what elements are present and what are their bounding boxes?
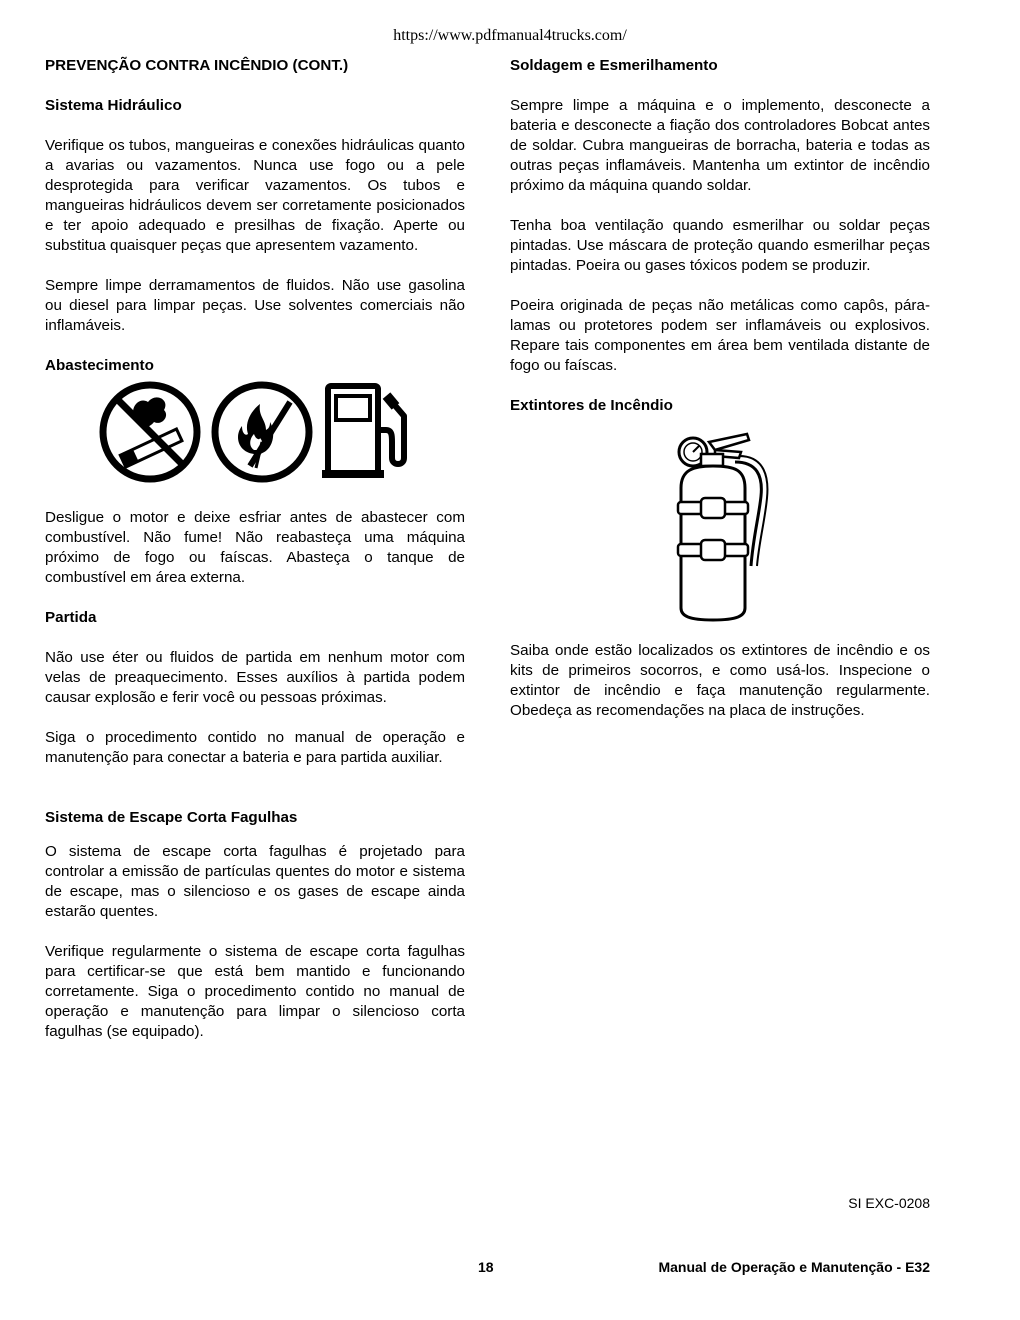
no-open-flame-icon <box>210 380 314 484</box>
manual-title: Manual de Operação e Manutenção - E32 <box>658 1259 930 1275</box>
section-title: PREVENÇÃO CONTRA INCÊNDIO (CONT.) <box>45 57 349 74</box>
paragraph-extinguishers-1: Saiba onde estão localizados os extintores de incêndio e os kits de primeiros socorros, e como usá-los. Inspecione o extintor de incêndio e faça manutenção regularmente. Obedeça as recomendações na placa de instruções. <box>510 642 930 719</box>
paragraph-fueling-1: Desligue o motor e deixe esfriar antes de abastecer com combustível. Não fume! Não reabasteça uma máquina próximo de fogo ou faíscas. Abasteça o tanque de combustível em área externa. <box>45 509 465 586</box>
right-column <box>510 56 930 721</box>
paragraph-hydraulic-2: Sempre limpe derramamentos de fluidos. Não use gasolina ou diesel para limpar peças. Use solventes comerciais não inflamáveis. <box>45 277 465 334</box>
figure-code: SI EXC-0208 <box>848 1195 930 1211</box>
paragraph-exhaust-1: O sistema de escape corta fagulhas é projetado para controlar a emissão de partículas quentes do motor e sistema de escape, mas o silencioso e os gases de escape ainda estarão quentes. <box>45 843 465 920</box>
page-number: 18 <box>478 1259 494 1275</box>
no-smoking-icon <box>98 380 202 484</box>
paragraph-welding-2: Tenha boa ventilação quando esmerilhar ou soldar peças pintadas. Use máscara de proteção quando esmerilhar peças pintadas. Poeira ou gases tóxicos podem se produzir. <box>510 217 930 274</box>
source-url: https://www.pdfmanual4trucks.com/ <box>393 27 627 44</box>
heading-hydraulic-system: Sistema Hidráulico <box>45 97 182 114</box>
left-column <box>45 56 465 1042</box>
paragraph-welding-1: Sempre limpe a máquina e o implemento, desconecte a bateria e desconecte a fiação dos controladores Bobcat antes de soldar. Cubra mangueiras de borracha, bateria e todas as outras peças inflamáveis. Mantenha um extintor de incêndio próximo da máquina quando soldar. <box>510 97 930 194</box>
fueling-icons <box>45 376 465 508</box>
paragraph-hydraulic-1: Verifique os tubos, mangueiras e conexões hidráulicas quanto a avarias ou vazamentos. Nunca use fogo ou a pele desprotegida para verificar vazamentos. Os tubos e mangueiras hidráulicos devem ser corretamente posicionados e ter apoio adequado e presilhas de fixação. Aperte ou substitua quaisquer peças que apresentem vazamento. <box>45 137 465 254</box>
heading-fueling: Abastecimento <box>45 357 154 374</box>
paragraph-welding-3: Poeira originada de peças não metálicas como capôs, pára-lamas ou protetores podem ser inflamáveis ou explosivos. Repare tais componentes em área bem ventilada distante de fogo ou faíscas. <box>510 297 930 374</box>
heading-exhaust-system: Sistema de Escape Corta Fagulhas <box>45 809 298 826</box>
fuel-pump-icon <box>322 380 412 484</box>
fire-extinguisher-icon <box>665 426 775 626</box>
paragraph-starting-2: Siga o procedimento contido no manual de operação e manutenção para conectar a bateria e para partida auxiliar. <box>45 729 465 766</box>
extinguisher-figure <box>510 416 930 641</box>
heading-extinguishers: Extintores de Incêndio <box>510 397 673 414</box>
heading-starting: Partida <box>45 609 97 626</box>
paragraph-starting-1: Não use éter ou fluidos de partida em nenhum motor com velas de preaquecimento. Esses auxílios à partida podem causar explosão e ferir você ou pessoas próximas. <box>45 649 465 706</box>
heading-welding: Soldagem e Esmerilhamento <box>510 57 718 74</box>
paragraph-exhaust-2: Verifique regularmente o sistema de escape corta fagulhas para certificar-se que está bem mantido e funcionando corretamente. Siga o procedimento contido no manual de operação e manutenção para limpar o silencioso corta fagulhas (se equipado). <box>45 943 465 1040</box>
